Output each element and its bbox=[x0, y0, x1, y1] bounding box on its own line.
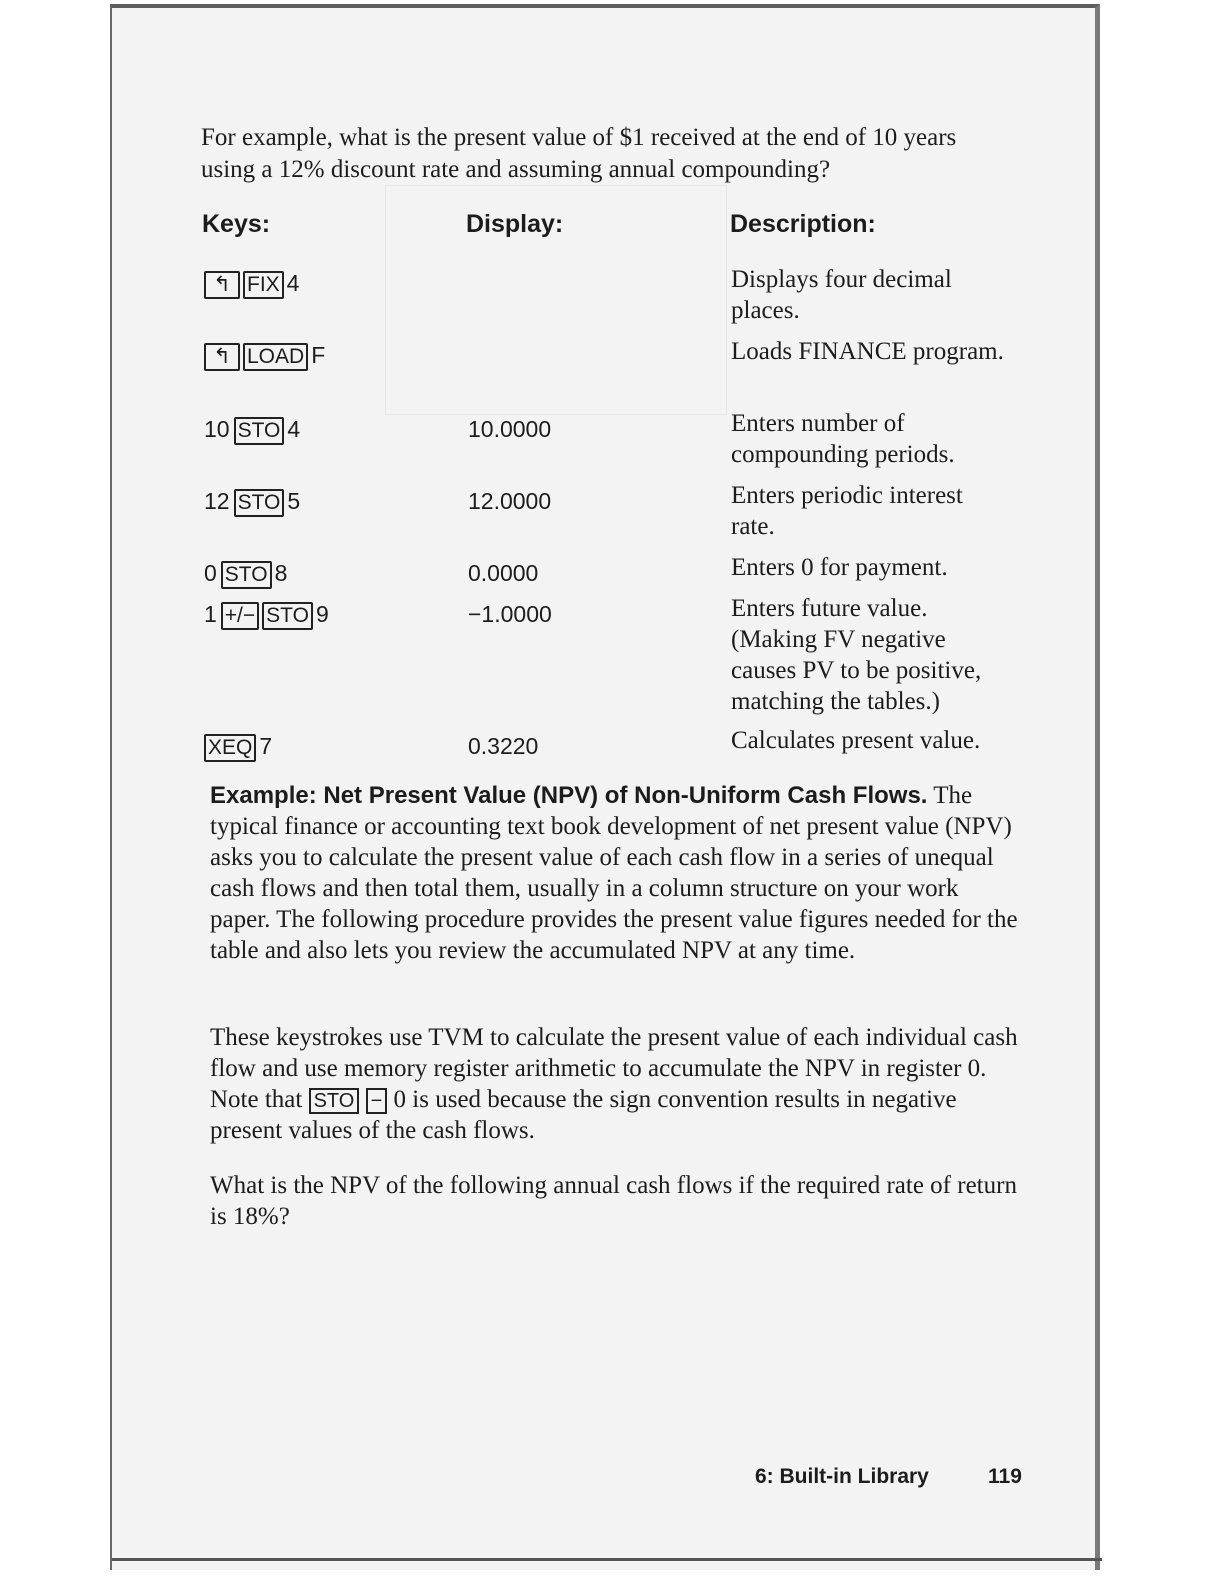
description-text: Displays four decimal places. bbox=[731, 266, 952, 324]
example-paragraph bbox=[210, 780, 1025, 966]
key-digit: 7 bbox=[259, 733, 273, 759]
key-digit: 4 bbox=[286, 270, 300, 296]
display-value: 10.0000 bbox=[468, 416, 552, 442]
keystroke-cell bbox=[204, 599, 333, 630]
calculator-key: XEQ bbox=[204, 734, 256, 762]
calculator-key: STO bbox=[262, 602, 313, 630]
display-value: 12.0000 bbox=[468, 488, 552, 514]
keystroke-cell bbox=[204, 414, 304, 445]
description-text: Enters number of compounding periods. bbox=[731, 410, 955, 468]
keystroke-cell bbox=[204, 486, 304, 517]
description-header: Description: bbox=[730, 210, 876, 238]
key-digit: 12 bbox=[204, 488, 230, 514]
calculator-key: STO bbox=[234, 489, 285, 517]
key-digit: 0 bbox=[204, 560, 217, 586]
example-body: The typical finance or accounting text book development of net present value (NPV) asks you to calculate the present value of each cash flow in a series of unequal cash flows and then total them, usually in a column structure on your work paper. The following procedure provides the present value figures needed for the table and also lets you review the accumulated NPV at any time. bbox=[210, 782, 1018, 964]
description-text: Enters future value. (Making FV negative causes PV to be positive, matching the tables.) bbox=[731, 595, 982, 715]
calculator-key: STO bbox=[234, 417, 285, 445]
npv-question: What is the NPV of the following annual cash flows if the required rate of return is 18%? bbox=[210, 1172, 1017, 1230]
shift-left-arrow-icon: ↰ bbox=[204, 271, 240, 299]
keystroke-cell bbox=[204, 558, 291, 589]
keystroke-cell bbox=[204, 731, 276, 762]
key-digit: 4 bbox=[287, 416, 301, 442]
intro-paragraph: For example, what is the present value of $1 received at the end of 10 years using a 12% discount rate and assuming annual compounding? bbox=[201, 124, 957, 183]
key-digit: 8 bbox=[274, 560, 288, 586]
description-text: Loads FINANCE program. bbox=[731, 338, 1004, 365]
display-value: −1.0000 bbox=[468, 601, 552, 627]
keys-header: Keys: bbox=[202, 210, 271, 238]
page-bottom-edge bbox=[112, 1558, 1102, 1561]
description-text: Calculates present value. bbox=[731, 727, 981, 754]
key-digit: 9 bbox=[315, 601, 329, 627]
sto-key: STO bbox=[309, 1088, 360, 1114]
footer-page-number: 119 bbox=[988, 1465, 1022, 1488]
key-digit: 5 bbox=[287, 488, 301, 514]
example-title: Example: Net Present Value (NPV) of Non-Uniform Cash Flows. bbox=[210, 782, 928, 809]
keystroke-cell bbox=[204, 268, 303, 299]
calculator-key: STO bbox=[221, 561, 272, 589]
calculator-key: FIX bbox=[243, 271, 284, 299]
description-text: Enters periodic interest rate. bbox=[731, 482, 963, 540]
display-value: 0.0000 bbox=[468, 560, 539, 586]
display-value: 0.3220 bbox=[468, 733, 539, 759]
key-digit: 10 bbox=[204, 416, 230, 442]
display-header: Display: bbox=[466, 210, 564, 238]
shift-left-arrow-icon: ↰ bbox=[204, 343, 240, 371]
tvm-paragraph bbox=[210, 1022, 1025, 1146]
minus-key: − bbox=[366, 1088, 388, 1114]
footer-chapter: 6: Built-in Library bbox=[755, 1465, 929, 1488]
key-digit: F bbox=[311, 342, 326, 368]
keystroke-cell bbox=[204, 340, 329, 371]
key-digit: 1 bbox=[204, 601, 217, 627]
calculator-key: +/− bbox=[221, 602, 259, 630]
scan-margin bbox=[0, 0, 110, 1584]
tvm-text-before: These keystrokes use TVM to calculate the present value of each individual cash flow and use memory register arithmetic to accumulate the NPV in register 0. Note that bbox=[210, 1024, 1018, 1113]
description-text: Enters 0 for payment. bbox=[731, 554, 948, 581]
tvm-text-after: 0 is used because the sign convention results in negative present values of the cash flows. bbox=[210, 1086, 957, 1144]
calculator-key: LOAD bbox=[243, 343, 308, 371]
